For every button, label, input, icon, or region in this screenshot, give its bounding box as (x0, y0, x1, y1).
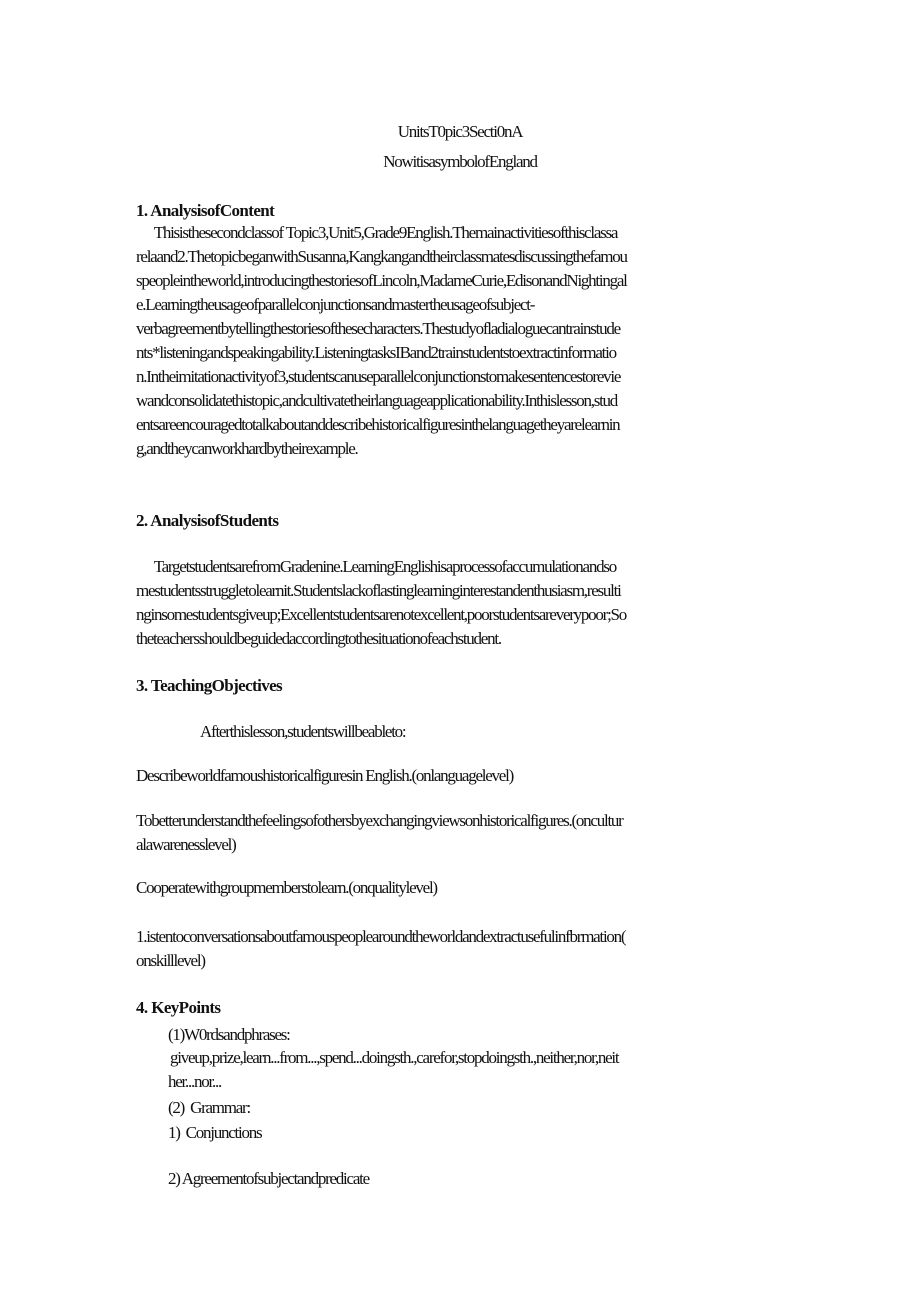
section-heading-objectives: 3. TeachingObjectives (136, 676, 283, 695)
paragraph-line: TargetstudentsarefromGradenine.LearningEnglishisaprocessofaccumulationandso (136, 557, 616, 576)
paragraph-line: g,andtheycanworkhardbytheirexample. (136, 439, 358, 458)
paragraph-line: mestudentsstruggletolearnit.Studentslackoflastinglearninginterestandenthusiasm,resulti (136, 581, 621, 600)
paragraph-line: nginsomestudentsgiveup;Excellentstudentsarenotexcellent,poorstudentsareverypoor;So (136, 605, 626, 624)
paragraph-line: n.Intheimitationactivityof3,studentscanuseparallelconjunctionstomakesentencestorevie (136, 367, 621, 386)
section-heading-students: 2. AnalysisofStudents (136, 511, 279, 530)
paragraph-line: entsareencouragedtotalkaboutanddescribehistoricalfiguresinthelanguagetheyarelearnin (136, 415, 620, 434)
keypoint-grammar-item: 2) Agreementofsubjectandpredicate (168, 1169, 369, 1188)
keypoint-grammar-item: 1) Conjunctions (168, 1123, 262, 1142)
paragraph-line: theteachersshouldbeguidedaccordingtothesituationofeachstudent. (136, 629, 501, 648)
objective-line: 1.istentoconversationsaboutfamouspeoplearoundtheworldandextractusefulinfbrmation( (136, 927, 626, 946)
objective-item (136, 925, 625, 973)
section-heading-content: 1. AnalysisofContent (136, 201, 275, 220)
objective-line: onskilllevel) (136, 951, 205, 970)
document-subtitle: NowitisasymbolofEngland (383, 152, 537, 171)
keypoint-words-label: (1)W0rdsandphrases: (168, 1025, 290, 1044)
keypoint-words-list: giveup,prize,learn...from...,spend...doingsth.,carefor,stopdoingsth.,neither,nor,neit (170, 1048, 619, 1067)
content-analysis-paragraph (136, 221, 627, 461)
paragraph-line: nts*listeningandspeakingability.ListeningtasksIBand2trainstudentstoextractinformatio (136, 343, 616, 362)
keypoint-grammar-label: (2) Grammar: (168, 1098, 250, 1117)
objective-item: Cooperatewithgroupmemberstolearn.(onqualitylevel) (136, 878, 437, 897)
objective-line: alawarenesslevel) (136, 835, 236, 854)
section-heading-keypoints: 4. KeyPoints (136, 998, 221, 1017)
document-title: UnitsT0pic3Secti0nA (397, 122, 523, 141)
paragraph-line: verbagreementbytellingthestoriesofthesecharacters.Thestudyofladialoguecantrainstude (136, 319, 620, 338)
paragraph-line: relaand2.ThetopicbeganwithSusanna,Kangkangandtheirclassmatesdiscussingthefamou (136, 247, 627, 266)
objective-line: Tobetterunderstandthefeelingsofothersbyexchangingviewsonhistoricalfigures.(oncultur (136, 811, 623, 830)
keypoint-words-list-cont: her...nor... (168, 1072, 221, 1091)
objective-item (136, 809, 623, 857)
paragraph-line: Thisisthesecondclassof Topic3,Unit5,Grade9English.Themainactivitiesofthisclassa (136, 223, 618, 242)
paragraph-line: speopleintheworld,introducingthestoriesofLincoln,MadameCurie,EdisonandNightingal (136, 271, 627, 290)
paragraph-line: e.Learningtheusageofparallelconjunctionsandmastertheusageofsubject- (136, 295, 535, 314)
objectives-intro: Afterthislesson,studentswillbeableto: (200, 722, 406, 741)
paragraph-line: wandconsolidatethistopic,andcultivatetheirlanguageapplicationability.Inthislesson,stud (136, 391, 618, 410)
objective-item: Describeworldfamoushistoricalfiguresin English.(onlanguagelevel) (136, 766, 513, 785)
students-analysis-paragraph (136, 555, 626, 651)
